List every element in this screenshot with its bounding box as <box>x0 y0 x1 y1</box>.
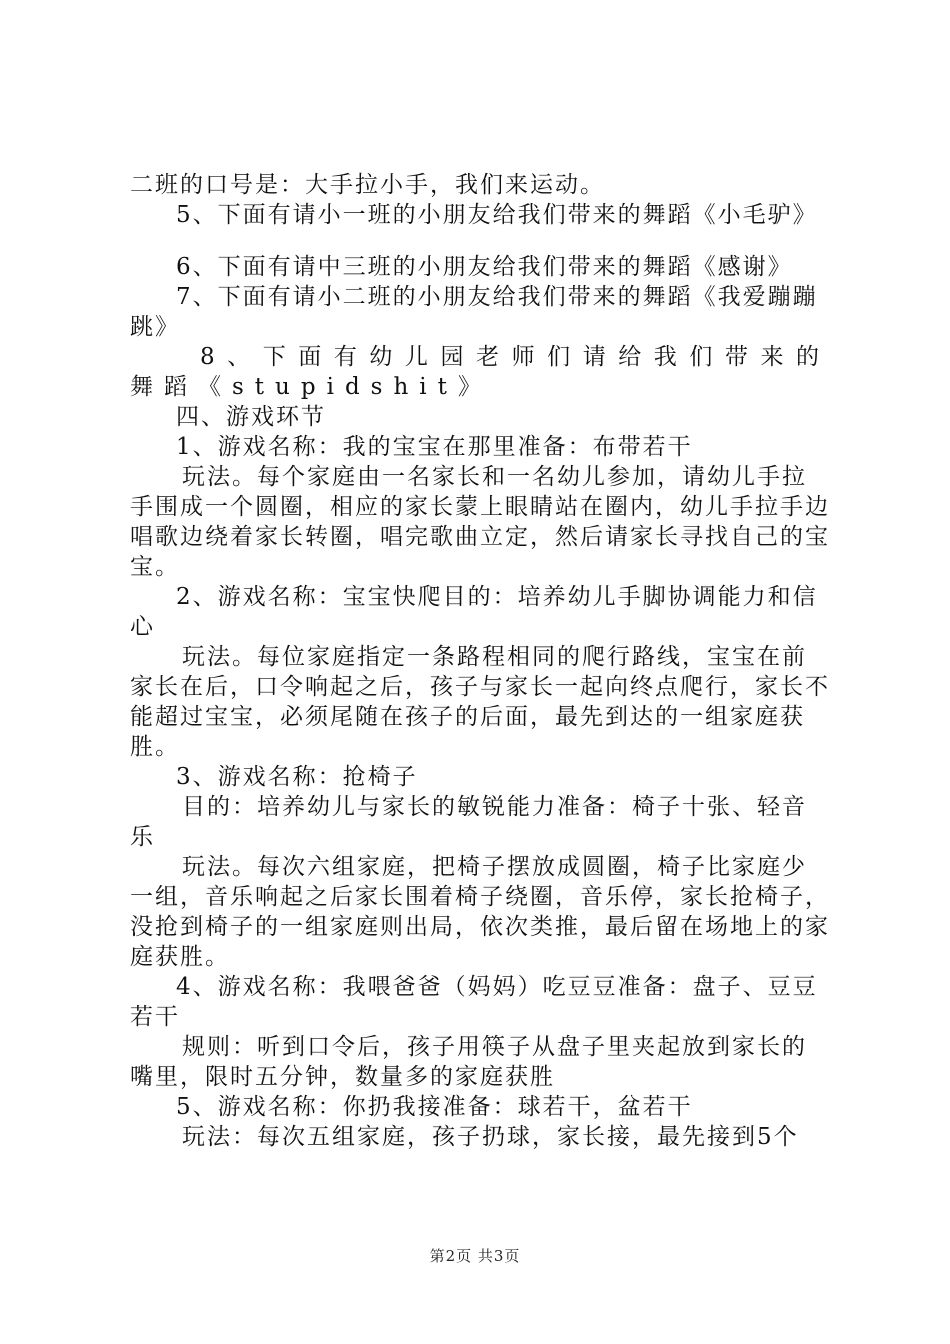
paragraph-slogan: 二班的口号是：大手拉小手，我们来运动。 <box>130 172 605 198</box>
paragraph-game-3-title: 3、游戏名称：抢椅子 <box>176 764 418 790</box>
paragraph-game-5-rules: 玩法：每次五组家庭，孩子扔球，家长接，最先接到5个 <box>182 1124 799 1150</box>
paragraph-game-5-title: 5、游戏名称：你扔我接准备：球若干，盆若干 <box>176 1094 693 1120</box>
page-footer <box>0 1245 950 1266</box>
paragraph-game-3-purpose: 目的：培养幼儿与家长的敏锐能力准备：椅子十张、轻音乐 <box>130 794 807 850</box>
paragraph-item-5-dance: 5、下面有请小一班的小朋友给我们带来的舞蹈《小毛驴》 <box>176 202 818 228</box>
paragraph-item-7-dance: 7、下面有请小二班的小朋友给我们带来的舞蹈《我爱蹦蹦跳》 <box>130 284 818 340</box>
page-number-label: 第2页 共3页 <box>429 1247 521 1265</box>
paragraph-game-3-rules: 玩法。每次六组家庭，把椅子摆放成圆圈，椅子比家庭少一组，音乐响起之后家长围着椅子绕圈，音乐停，家长抢椅子，没抢到椅子的一组家庭则出局，依次类推，最后留在场地上的家庭获胜。 <box>130 854 830 970</box>
paragraph-item-6-dance: 6、下面有请中三班的小朋友给我们带来的舞蹈《感谢》 <box>176 254 793 280</box>
paragraph-game-2-title: 2、游戏名称：宝宝快爬目的：培养幼儿手脚协调能力和信心 <box>130 584 818 640</box>
paragraph-game-4-title: 4、游戏名称：我喂爸爸（妈妈）吃豆豆准备：盘子、豆豆若干 <box>130 974 818 1030</box>
paragraph-game-4-rules: 规则：听到口令后，孩子用筷子从盘子里夹起放到家长的嘴里，限时五分钟，数量多的家庭获胜 <box>130 1034 807 1090</box>
paragraph-game-1-rules: 玩法。每个家庭由一名家长和一名幼儿参加，请幼儿手拉手围成一个圆圈，相应的家长蒙上眼睛站在圈内，幼儿手拉手边唱歌边绕着家长转圈，唱完歌曲立定，然后请家长寻找自己的宝宝。 <box>130 464 830 580</box>
document-body <box>130 170 830 1152</box>
paragraph-gap <box>130 230 830 252</box>
paragraph-item-8-dance: 8、下面有幼儿园老师们请给我们带来的舞蹈《stupidshit》 <box>130 344 830 400</box>
paragraph-game-2-rules: 玩法。每位家庭指定一条路程相同的爬行路线，宝宝在前家长在后，口令响起之后，孩子与家长一起向终点爬行，家长不能超过宝宝，必须尾随在孩子的后面，最先到达的一组家庭获胜。 <box>130 644 830 760</box>
paragraph-game-1-title: 1、游戏名称：我的宝宝在那里准备：布带若干 <box>176 434 693 460</box>
section-heading-games: 四、游戏环节 <box>176 404 326 430</box>
